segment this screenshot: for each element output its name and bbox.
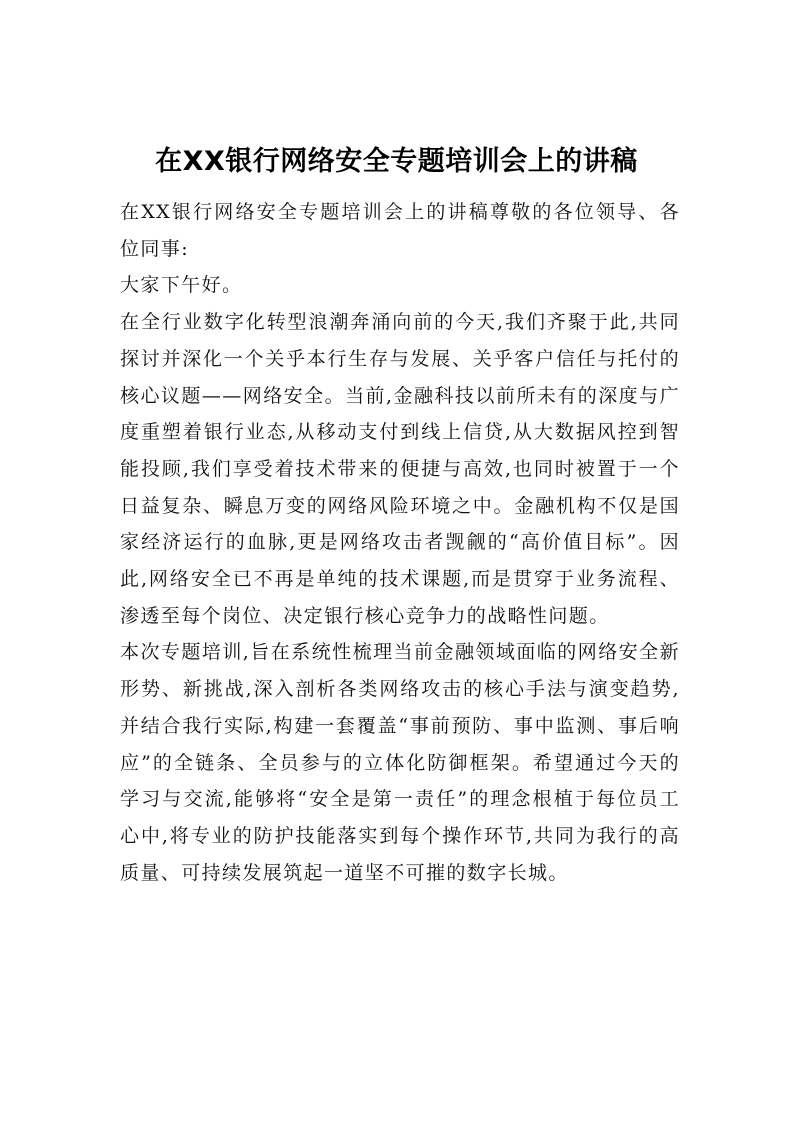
paragraph-greeting: 在XX银行网络安全专题培训会上的讲稿尊敬的各位领导、各位同事: <box>120 201 680 260</box>
paragraph-background: 在全行业数字化转型浪潮奔涌向前的今天,我们齐聚于此,共同探讨并深化一个关乎本行生存与发展、关乎客户信任与托付的核心议题——网络安全。当前,金融科技以前所未有的深度与广度重塑着银行业态,从移动支付到线上信贷,从大数据风控到智能投顾,我们享受着技术带来的便捷与高效,也同时被置于一个日益复杂、瞬息万变的网络风险环境之中。金融机构不仅是国家经济运行的血脉,更是网络攻击者觊觎的“高价值目标”。因此,网络安全已不再是单纯的技术课题,而是贯穿于业务流程、渗透至每个岗位、决定银行核心竞争力的战略性问题。 <box>120 311 680 627</box>
paragraph-training-purpose: 本次专题培训,旨在系统性梳理当前金融领域面临的网络安全新形势、新挑战,深入剖析各类网络攻击的核心手法与演变趋势,并结合我行实际,构建一套覆盖“事前预防、事中监测、事后响应”的全链条、全员参与的立体化防御框架。希望通过今天的学习与交流,能够将“安全是第一责任”的理念根植于每位员工心中,将专业的防护技能落实到每个操作环节,共同为我行的高质量、可持续发展筑起一道坚不可摧的数字长城。 <box>120 641 680 884</box>
document-body <box>120 194 680 891</box>
document-title: 在XX银行网络安全专题培训会上的讲稿 <box>155 146 638 178</box>
paragraph-salutation: 大家下午好。 <box>120 274 243 297</box>
